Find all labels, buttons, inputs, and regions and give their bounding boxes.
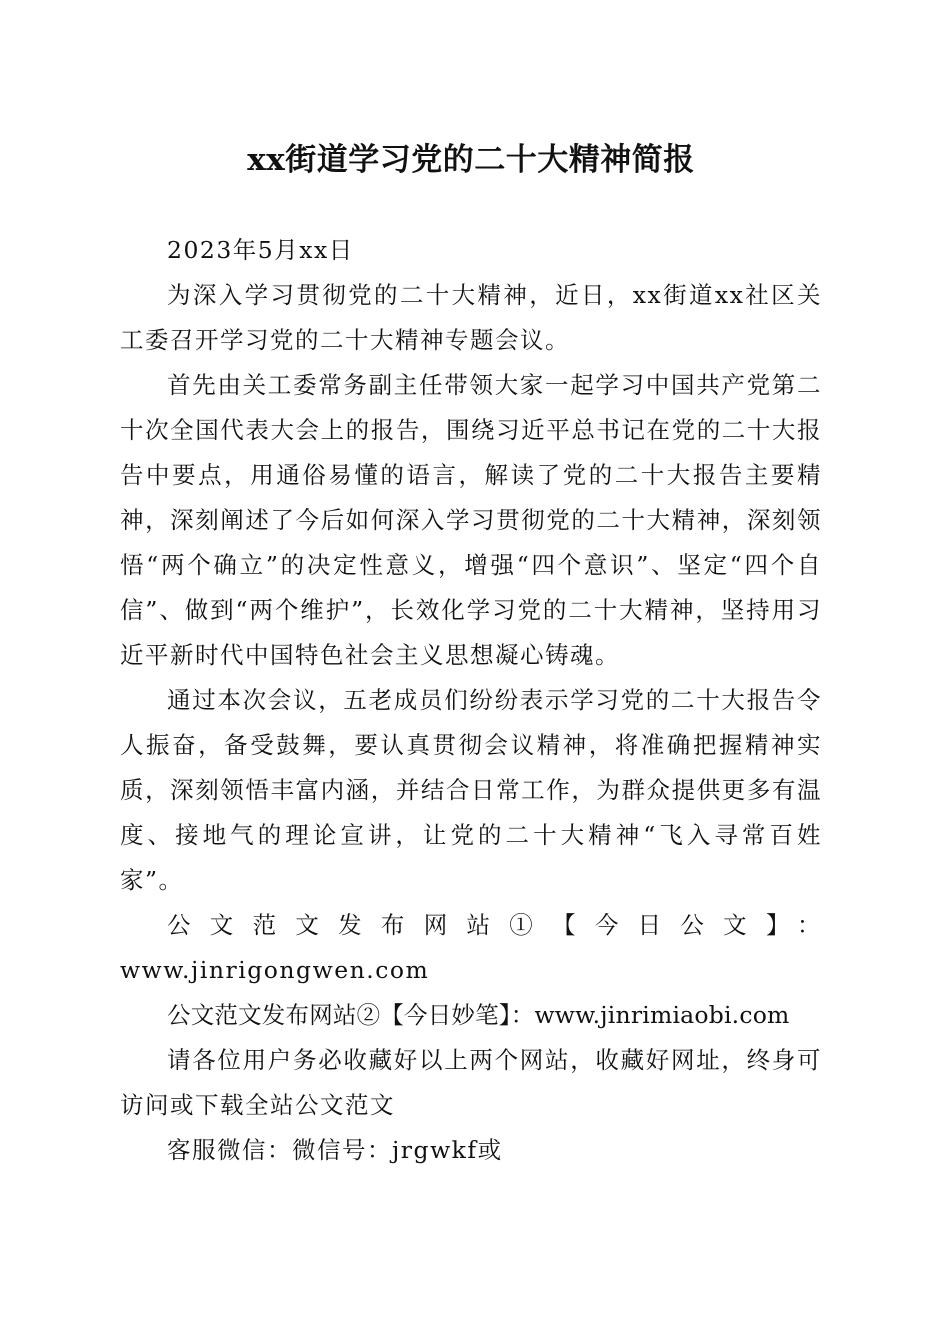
- document-title: xx街道学习党的二十大精神简报: [247, 142, 695, 178]
- footer-site1-label: 公文范文发布网站①【今日公文】：: [167, 911, 822, 939]
- paragraph: 通过本次会议，五老成员们纷纷表示学习党的二十大报告令人振奋，备受鼓舞，要认真贯彻会议精神，将准确把握精神实质，深刻领悟丰富内涵，并结合日常工作，为群众提供更多有温度、接地气的理论宣讲，让党的二十大精神“飞入寻常百姓家”。: [120, 686, 822, 894]
- document-date: 2023年5月xx日: [167, 236, 354, 264]
- document-page: [120, 0, 822, 1344]
- footer-site2-line: 公文范文发布网站②【今日妙笔】：www.jinrimiaobi.com: [167, 1001, 790, 1029]
- footer-notice: 请各位用户务必收藏好以上两个网站，收藏好网址，终身可访问或下载全站公文范文: [120, 1046, 822, 1119]
- footer-service: 客服微信：微信号：jrgwkf或: [167, 1136, 503, 1164]
- site1-url-link[interactable]: www.jinrigongwen.com: [120, 956, 430, 984]
- footer-site1-url[interactable]: [120, 948, 822, 993]
- document-body: [120, 228, 822, 1173]
- paragraph: 首先由关工委常务副主任带领大家一起学习中国共产党第二十次全国代表大会上的报告，围绕习近平总书记在党的二十大报告中要点，用通俗易懂的语言，解读了党的二十大报告主要精神，深刻阐述了今后如何深入学习贯彻党的二十大精神，深刻领悟“两个确立”的决定性意义，增强“四个意识”、坚定“四个自信”、做到“两个维护”，长效化学习党的二十大精神，坚持用习近平新时代中国特色社会主义思想凝心铸魂。: [120, 371, 822, 669]
- paragraph: 为深入学习贯彻党的二十大精神，近日，xx街道xx社区关工委召开学习党的二十大精神专题会议。: [120, 281, 822, 354]
